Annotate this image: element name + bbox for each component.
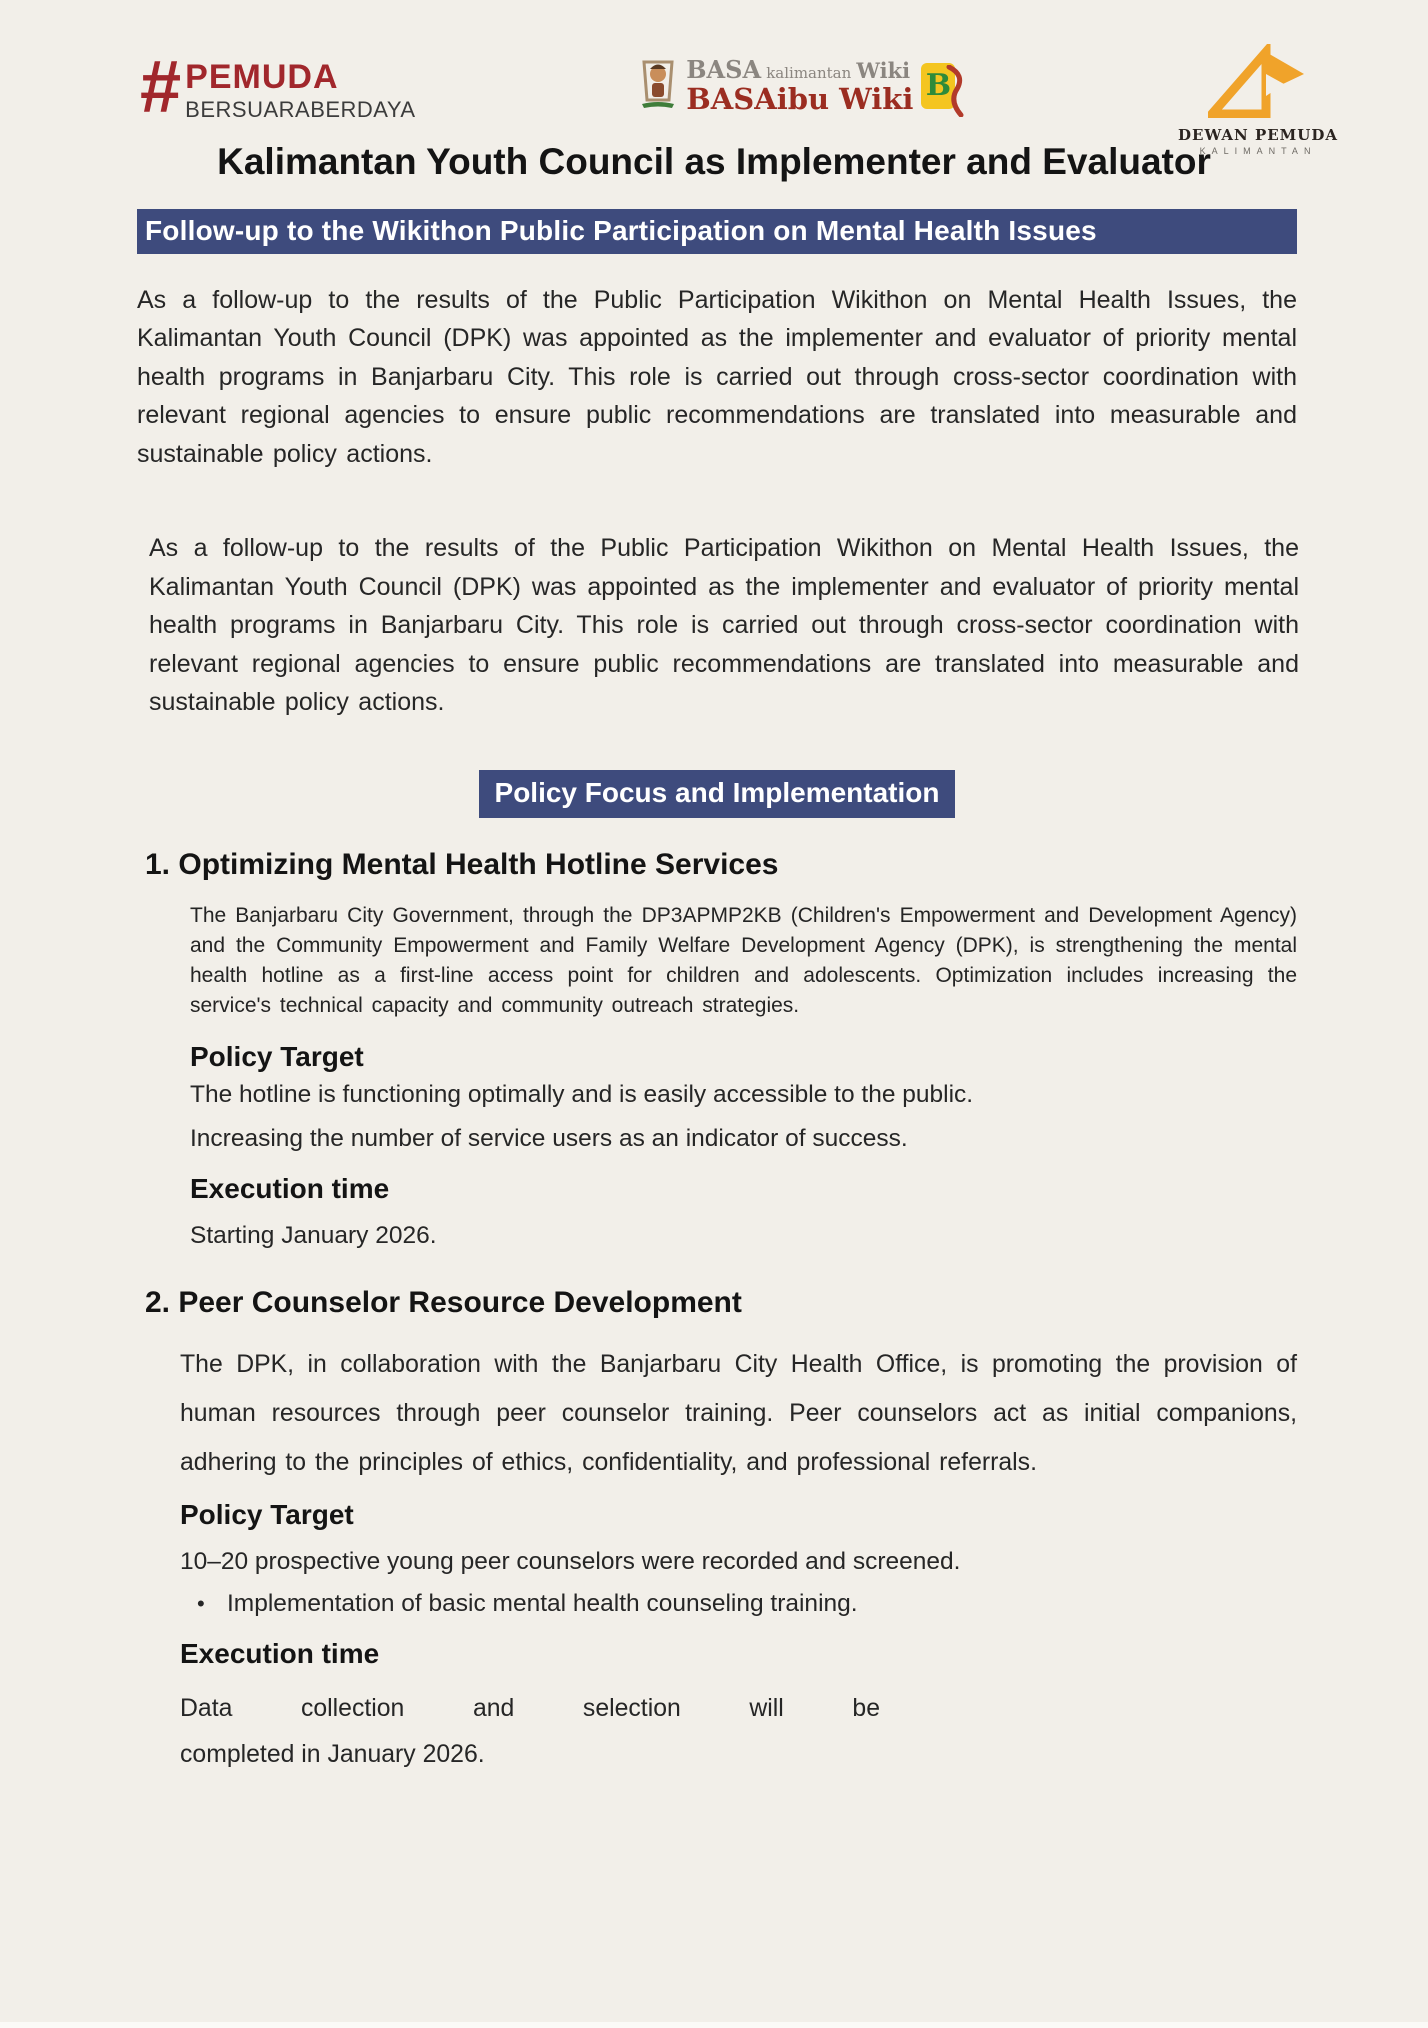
dewan-pemuda-subtitle: KALIMANTAN — [1199, 146, 1317, 156]
basa-mascot-icon — [638, 56, 678, 115]
section-1-policy-target-line-1: The hotline is functioning optimally and is easily accessible to the public. — [190, 1080, 974, 1108]
section-2-body: The DPK, in collaboration with the Banjarbaru City Health Office, is promoting the provision of human resources through peer counselor training. Peer counselors act as initial companions, adhering to the principles of ethics, confidentiality, and professional referrals. — [180, 1350, 1297, 1476]
pemuda-logo — [140, 45, 416, 128]
section-2-policy-target-bullet — [197, 1584, 1297, 1624]
intro-paragraph-1: As a follow-up to the results of the Public Participation Wikithon on Mental Health Issues, the Kalimantan Youth Council (DPK) was appointed as the implementer and evaluator of priority mental health programs in Banjarbaru City. This role is carried out through cross-sector coordination with relevant regional agencies to ensure public recommendations are translated into measurable and sustainable policy actions. — [137, 285, 1297, 468]
header-logo-row — [0, 0, 1428, 156]
follow-up-banner: Follow-up to the Wikithon Public Participation on Mental Health Issues — [137, 209, 1297, 254]
basa-wiki-logo — [638, 56, 955, 115]
basaibu-wiki-wordmark: BASAibu Wiki — [686, 81, 914, 116]
section-1-execution-time-heading: Execution time — [190, 1172, 390, 1204]
section-1-heading: 1. Optimizing Mental Health Hotline Services — [145, 847, 779, 881]
section-2-execution-time-heading: Execution time — [180, 1637, 380, 1669]
basa-bk-icon: B — [921, 63, 955, 109]
intro-paragraph-2: As a follow-up to the results of the Public Participation Wikithon on Mental Health Issues, the Kalimantan Youth Council (DPK) was appointed as the implementer and evaluator of priority mental health programs in Banjarbaru City. This role is carried out through cross-sector coordination with relevant regional agencies to ensure public recommendations are translated into measurable and sustainable policy actions. — [149, 534, 1299, 717]
wiki-word: Wiki — [856, 57, 911, 83]
section-1-body: The Banjarbaru City Government, through the DP3APMP2KB (Children's Empowerment and Development Agency) and the Community Empowerment and Family Welfare Development Agency (DPK), is strengthening the mental health hotline as a first-line access point for children and adolescents. Optimization includes increasing the service's technical capacity and community outreach strategies. — [190, 903, 1297, 1017]
section-2-policy-target-intro: 10–20 prospective young peer counselors were recorded and screened. — [180, 1547, 961, 1575]
hashtag-icon: # — [140, 45, 180, 128]
section-1-execution-time-text: Starting January 2026. — [190, 1221, 437, 1249]
section-2-heading: 2. Peer Counselor Resource Development — [145, 1285, 742, 1319]
section-1-policy-target-heading: Policy Target — [190, 1040, 364, 1072]
bullet-icon: • — [197, 1590, 205, 1616]
section-2-policy-target-bullet-text: Implementation of basic mental health counseling training. — [227, 1589, 858, 1617]
section-1-policy-target-line-2: Increasing the number of service users as an indicator of success. — [190, 1124, 908, 1152]
pemuda-logo-subtitle: BERSUARABERDAYA — [185, 96, 416, 122]
section-2-policy-target-heading: Policy Target — [180, 1498, 354, 1530]
dewan-pemuda-mark-icon — [1208, 44, 1308, 123]
policy-focus-banner: Policy Focus and Implementation — [479, 770, 956, 818]
dewan-pemuda-title: DEWAN PEMUDA — [1178, 126, 1338, 144]
page-bottom-edge — [0, 2022, 1428, 2028]
kalimantan-word: kalimantan — [766, 63, 852, 82]
section-2-execution-time-line-2: completed in January 2026. — [180, 1740, 485, 1768]
pemuda-logo-title: PEMUDA — [185, 58, 339, 96]
basa-word: BASA — [686, 54, 762, 84]
page-title: Kalimantan Youth Council as Implementer and Evaluator — [217, 141, 1211, 182]
section-2-execution-time-line-1: Data collection and selection will be — [180, 1694, 880, 1722]
basa-logo-top-line — [686, 54, 913, 84]
